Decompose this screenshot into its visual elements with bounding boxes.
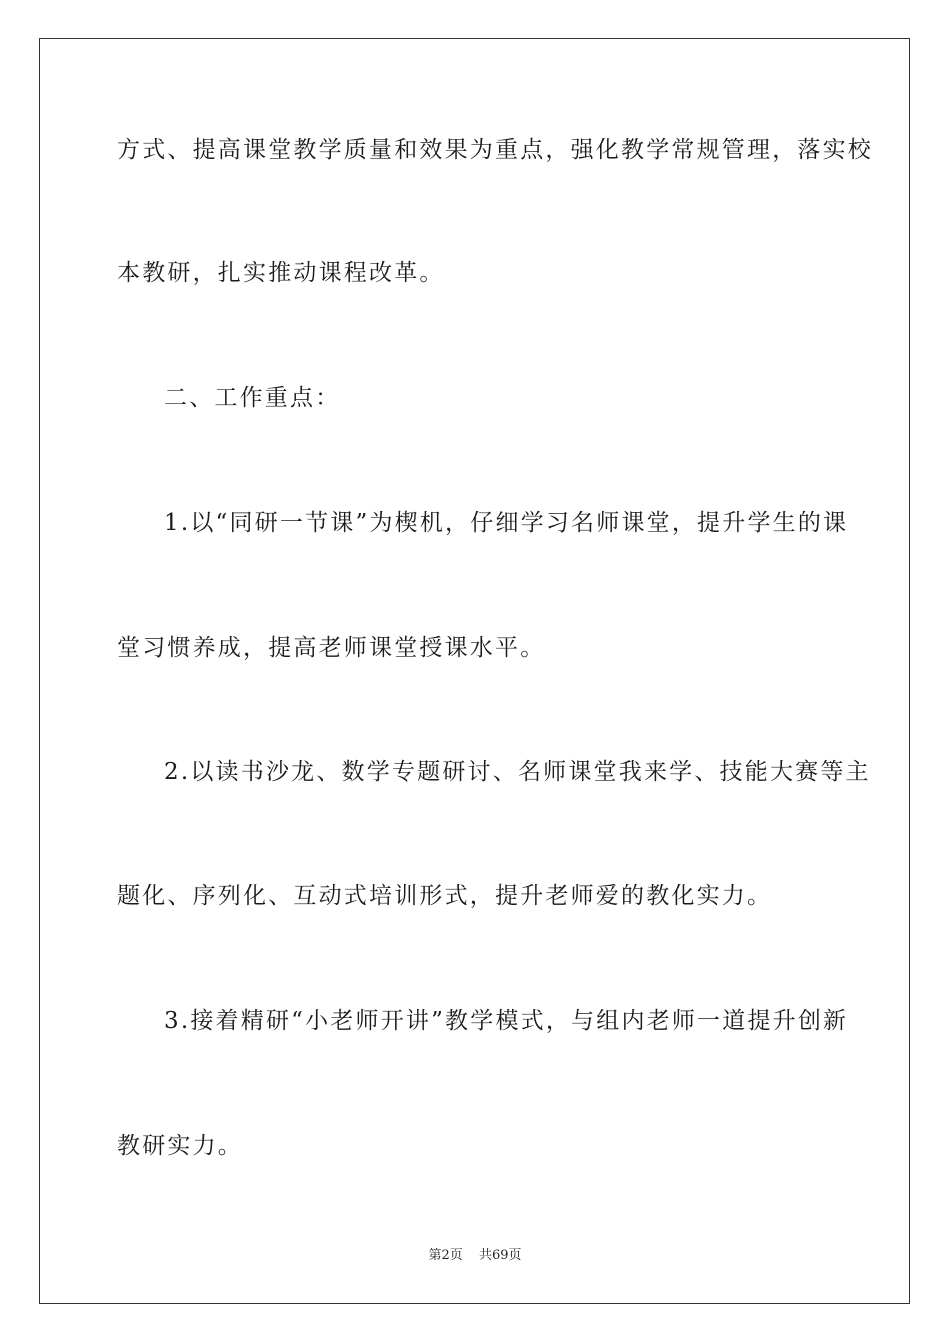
paragraph-line: 3.接着精研“小老师开讲”教学模式，与组内老师一道提升创新	[164, 1008, 849, 1034]
page-total: 共69页	[478, 1248, 522, 1263]
section-heading: 二、工作重点：	[164, 385, 341, 411]
page-number: 第2页	[428, 1248, 463, 1263]
paragraph-line: 堂习惯养成，提高老师课堂授课水平。	[117, 635, 546, 661]
paragraph-line: 方式、提高课堂教学质量和效果为重点，强化教学常规管理，落实校	[117, 137, 873, 163]
paragraph-line: 本教研，扎实推动课程改革。	[117, 260, 445, 286]
paragraph-line: 1.以“同研一节课”为楔机，仔细学习名师课堂，提升学生的课	[164, 510, 849, 536]
page-border	[39, 38, 910, 1304]
page-footer	[0, 1248, 950, 1264]
paragraph-line: 2.以读书沙龙、数学专题研讨、名师课堂我来学、技能大赛等主	[164, 759, 871, 785]
paragraph-line: 教研实力。	[117, 1133, 243, 1159]
paragraph-line: 题化、序列化、互动式培训形式，提升老师爱的教化实力。	[117, 883, 773, 909]
